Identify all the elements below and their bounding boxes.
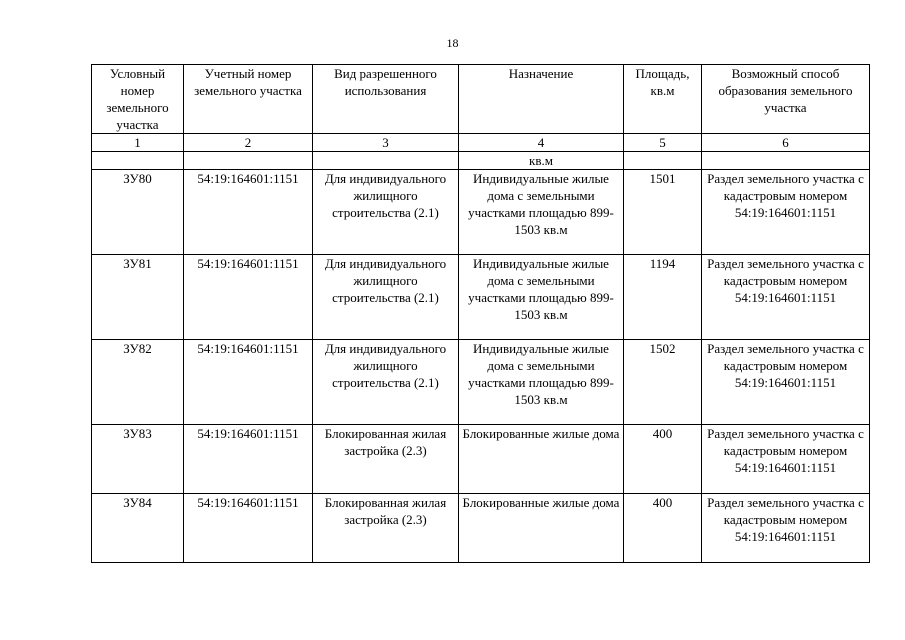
purpose-cell: Блокированные жилые дома: [459, 494, 624, 563]
column-number: 5: [624, 134, 702, 152]
area-cell: 400: [624, 425, 702, 494]
area-cell: 1501: [624, 170, 702, 255]
column-number-row: [92, 134, 870, 152]
land-plots-table: [91, 64, 870, 563]
cadastral-number-cell: 54:19:164601:1151: [184, 255, 313, 340]
formation-method-cell: Раздел земельного участка с кадастровым номером 54:19:164601:1151: [702, 255, 870, 340]
plot-id-cell: ЗУ82: [92, 340, 184, 425]
formation-method-cell: Раздел земельного участка с кадастровым номером 54:19:164601:1151: [702, 494, 870, 563]
formation-method-cell: Раздел земельного участка с кадастровым номером 54:19:164601:1151: [702, 340, 870, 425]
area-cell: 1194: [624, 255, 702, 340]
purpose-cell: Индивидуальные жилые дома с земельными участками площадью 899-1503 кв.м: [459, 170, 624, 255]
permitted-use-cell: Для индивидуального жилищного строительства (2.1): [313, 170, 459, 255]
continuation-cell: кв.м: [459, 152, 624, 170]
table-row: [92, 425, 870, 494]
header-cell: Учетный номер земельного участка: [184, 65, 313, 134]
permitted-use-cell: Блокированная жилая застройка (2.3): [313, 425, 459, 494]
area-cell: 400: [624, 494, 702, 563]
plot-id-cell: ЗУ84: [92, 494, 184, 563]
table-row: [92, 340, 870, 425]
plot-id-cell: ЗУ83: [92, 425, 184, 494]
purpose-cell: Индивидуальные жилые дома с земельными участками площадью 899-1503 кв.м: [459, 340, 624, 425]
header-cell: Площадь, кв.м: [624, 65, 702, 134]
purpose-cell: Блокированные жилые дома: [459, 425, 624, 494]
header-row: [92, 65, 870, 134]
permitted-use-cell: Для индивидуального жилищного строительства (2.1): [313, 255, 459, 340]
permitted-use-cell: Для индивидуального жилищного строительства (2.1): [313, 340, 459, 425]
empty-cell: [702, 152, 870, 170]
cadastral-number-cell: 54:19:164601:1151: [184, 170, 313, 255]
header-cell: Назначение: [459, 65, 624, 134]
empty-cell: [313, 152, 459, 170]
cadastral-number-cell: 54:19:164601:1151: [184, 425, 313, 494]
column-number: 4: [459, 134, 624, 152]
cadastral-number-cell: 54:19:164601:1151: [184, 340, 313, 425]
table-row: [92, 494, 870, 563]
area-cell: 1502: [624, 340, 702, 425]
empty-cell: [184, 152, 313, 170]
formation-method-cell: Раздел земельного участка с кадастровым номером 54:19:164601:1151: [702, 170, 870, 255]
column-number: 2: [184, 134, 313, 152]
table-row: [92, 170, 870, 255]
plot-id-cell: ЗУ81: [92, 255, 184, 340]
plot-id-cell: ЗУ80: [92, 170, 184, 255]
permitted-use-cell: Блокированная жилая застройка (2.3): [313, 494, 459, 563]
table-row: [92, 255, 870, 340]
empty-cell: [624, 152, 702, 170]
column-number: 6: [702, 134, 870, 152]
cadastral-number-cell: 54:19:164601:1151: [184, 494, 313, 563]
header-cell: Условный номер земельного участка: [92, 65, 184, 134]
header-cell: Возможный способ образования земельного участка: [702, 65, 870, 134]
column-number: 1: [92, 134, 184, 152]
empty-cell: [92, 152, 184, 170]
page-number: 18: [446, 36, 459, 50]
formation-method-cell: Раздел земельного участка с кадастровым номером 54:19:164601:1151: [702, 425, 870, 494]
continuation-row: [92, 152, 870, 170]
column-number: 3: [313, 134, 459, 152]
purpose-cell: Индивидуальные жилые дома с земельными участками площадью 899-1503 кв.м: [459, 255, 624, 340]
header-cell: Вид разрешенного использования: [313, 65, 459, 134]
